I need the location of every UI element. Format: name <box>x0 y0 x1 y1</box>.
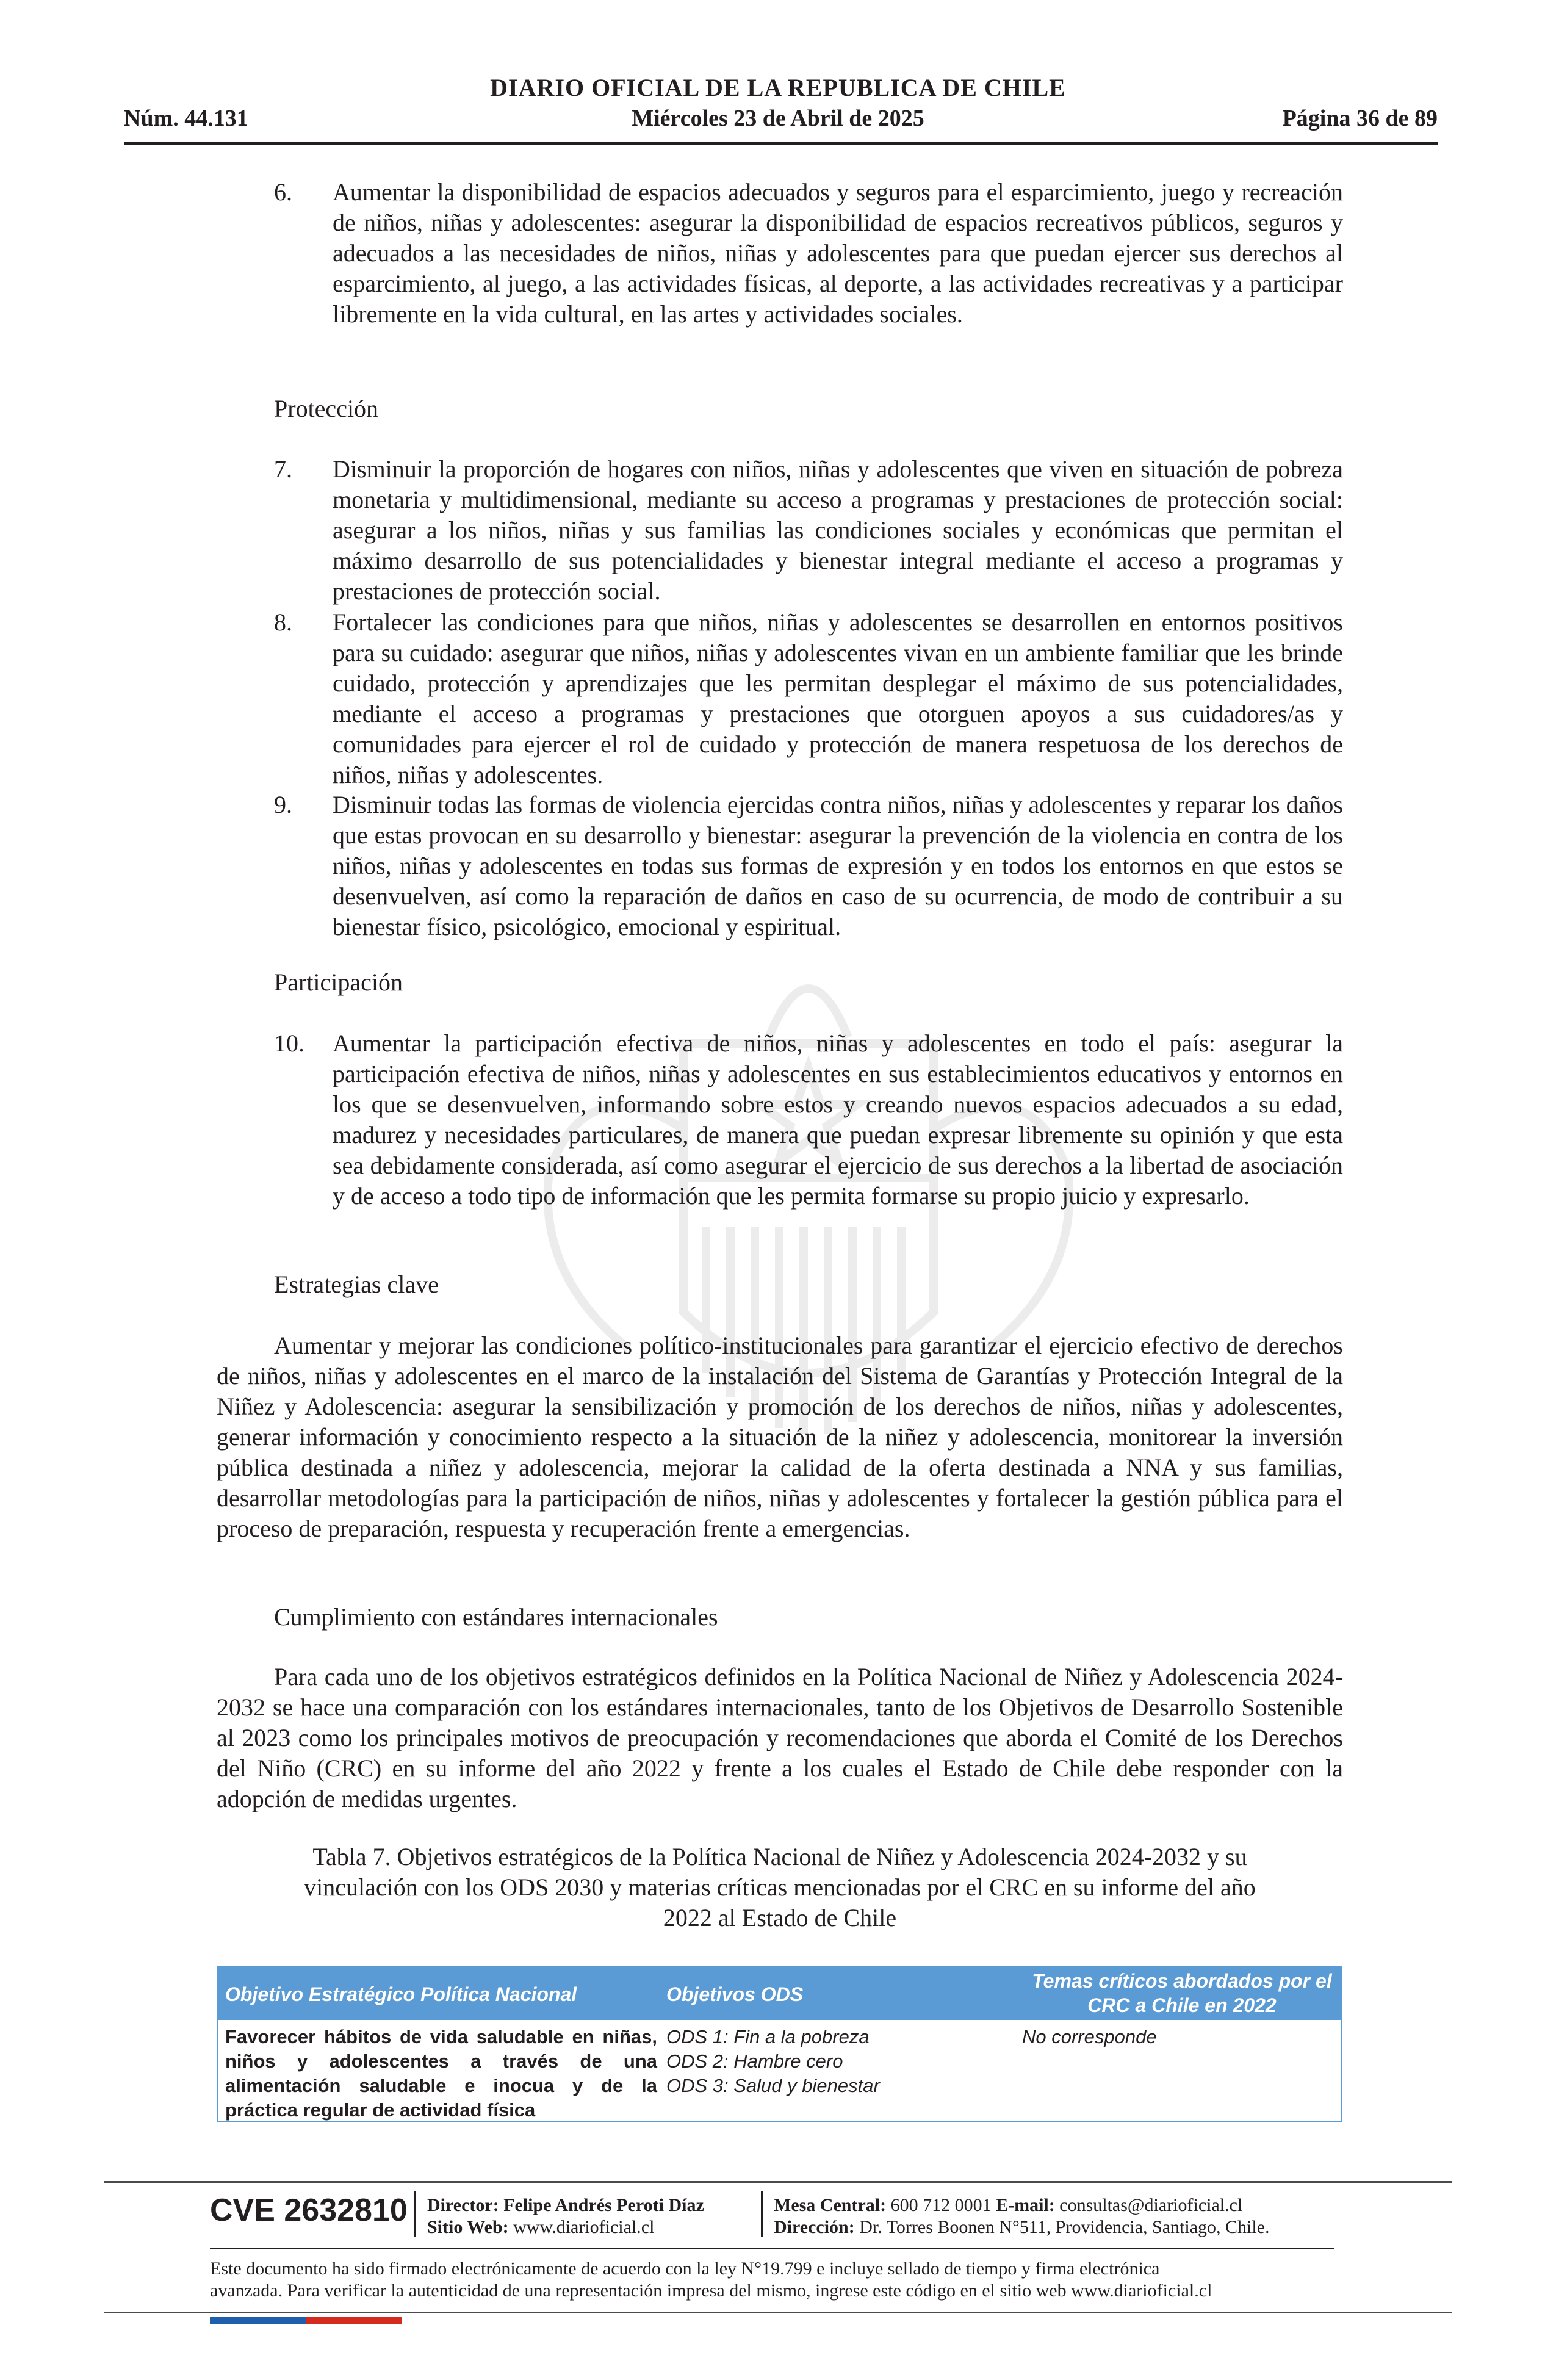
table-cell-temas: No corresponde <box>1022 2026 1157 2047</box>
issue-number: Núm. 44.131 <box>124 106 248 131</box>
footer-separator <box>414 2191 416 2237</box>
caption-line: 2022 al Estado de Chile <box>663 1904 897 1931</box>
flag-stripe-blue <box>210 2317 306 2324</box>
header-line: CRC a Chile en 2022 <box>1087 1994 1277 2016</box>
table-header-objetivo: Objetivo Estratégico Política Nacional <box>225 1983 577 2005</box>
email-label: E-mail: <box>996 2195 1055 2215</box>
section-heading-cumplimiento: Cumplimiento con estándares internacionales <box>274 1603 718 1631</box>
section-heading-proteccion: Protección <box>274 395 379 422</box>
table-caption <box>217 1842 1343 1933</box>
ods-item: ODS 2: Hambre cero <box>666 2050 843 2072</box>
item-number: 10. <box>274 1030 304 1057</box>
objective-item-9: Disminuir todas las formas de violencia ejercidas contra niños, niñas y adolescentes y reparar los daños que estas provocan en su desarrollo y bienestar: asegurar la prevención de la violencia en contra de los niños, niñas y adolescentes en todas sus formas de expresión y en todos los entornos en que estos se desenvuelven, así como la reparación de daños en caso de su ocurrencia, de modo de contribuir a su bienestar físico, psicológico, emocional y espiritual. <box>333 791 1343 940</box>
footer-contact-block <box>774 2194 1270 2238</box>
objective-item-7: Disminuir la proporción de hogares con niños, niñas y adolescentes que viven en situación de pobreza monetaria y multidimensional, mediante su acceso a programas y prestaciones de protección social: asegurar a los niños, niñas y sus familias las condiciones sociales y económicas que permitan el máximo desarrollo de sus potencialidades y bienestar integral mediante el acceso a programas y prestaciones de protección social. <box>333 455 1343 605</box>
director-name: Felipe Andrés Peroti Díaz <box>503 2195 704 2215</box>
cve-code: CVE 2632810 <box>210 2193 408 2228</box>
legal-line: Este documento ha sido firmado electrónicamente de acuerdo con la ley N°19.799 e incluye sellado de tiempo y firma electrónica <box>210 2259 1160 2279</box>
caption-line: vinculación con los ODS 2030 y materias críticas mencionadas por el CRC en su informe del año <box>304 1873 1256 1901</box>
header-line: Temas críticos abordados por el <box>1032 1970 1332 1992</box>
caption-line: Tabla 7. Objetivos estratégicos de la Política Nacional de Niñez y Adolescencia 2024-2032 y su <box>312 1843 1247 1870</box>
estrategias-paragraph: Aumentar y mejorar las condiciones político-institucionales para garantizar el ejercicio efectivo de derechos de niños, niñas y adolescentes en el marco de la instalación del Sistema de Garantías y Protección Integral de la Niñez y Adolescencia: asegurar la sensibilización y promoción de los derechos de niños, niñas y adolescentes, generar información y conocimiento respecto a la situación de la niñez y adolescencia, monitorear la inversión pública destinada a niñez y adolescencia, mejorar la calidad de la oferta destinada a NNA y sus familias, desarrollar metodologías para la participación de niños, niñas y adolescentes y fortalecer la gestión pública para el proceso de preparación, respuesta y recuperación frente a emergencias. <box>217 1332 1343 1542</box>
flag-stripe-red <box>306 2317 402 2324</box>
website-label: Sitio Web: <box>427 2217 509 2237</box>
objective-item-10: Aumentar la participación efectiva de niños, niñas y adolescentes en todo el país: asegurar la participación efectiva de niños, niñas y adolescentes en sus establecimientos educativos y entornos en los que se desenvuelven, informando sobre estos y creando nuevos espacios adecuados a su edad, madurez y necesidades particulares, de manera que puedan expresar libremente su opinión y que esta sea debidamente considerada, así como asegurar el ejercicio de sus derechos a la libertad de asociación y de acceso a todo tipo de información que les permita formarse su propio juicio y expresarlo. <box>333 1030 1343 1210</box>
website-link[interactable]: www.diarioficial.cl <box>513 2217 655 2237</box>
director-label: Director: <box>427 2195 499 2215</box>
ods-item: ODS 3: Salud y bienestar <box>666 2075 880 2096</box>
footer-rule-top <box>104 2181 1452 2183</box>
page-number: Página 36 de 89 <box>1282 106 1438 131</box>
section-heading-estrategias: Estrategias clave <box>274 1271 439 1298</box>
footer-separator <box>761 2191 763 2237</box>
mesa-phone: 600 712 0001 <box>890 2195 992 2215</box>
item-number: 6. <box>274 178 292 206</box>
ods-item: ODS 1: Fin a la pobreza <box>666 2026 870 2047</box>
item-number: 7. <box>274 455 292 483</box>
email-link[interactable]: consultas@diarioficial.cl <box>1059 2195 1243 2215</box>
table-header-temas <box>1020 1969 1344 2018</box>
issue-date: Miércoles 23 de Abril de 2025 <box>632 106 924 131</box>
item-number: 9. <box>274 791 292 818</box>
section-heading-participacion: Participación <box>274 968 403 996</box>
table-cell-ods <box>666 2025 880 2098</box>
table-header-ods: Objetivos ODS <box>666 1983 804 2005</box>
address-label: Dirección: <box>774 2217 855 2237</box>
objective-item-8: Fortalecer las condiciones para que niños, niñas y adolescentes se desarrollen en entornos positivos para su cuidado: asegurar que niños, niñas y adolescentes vivan en un ambiente familiar que les brinde cuidado, protección y aprendizajes que les permitan desplegar el máximo de sus potencialidades, mediante el acceso a programas y prestaciones que otorguen apoyos a sus cuidadores/as y comunidades para ejercer el rol de cuidado y protección de manera respetuosa de los derechos de niños, niñas y adolescentes. <box>333 608 1343 788</box>
objectives-table <box>217 1966 1342 2122</box>
header-rule <box>124 142 1438 145</box>
objective-item-6: Aumentar la disponibilidad de espacios adecuados y seguros para el esparcimiento, juego y recreación de niños, niñas y adolescentes: asegurar la disponibilidad de espacios recreativos públicos, seguros y adecuados a las necesidades de niños, niñas y adolescentes para que puedan ejercer sus derechos al esparcimiento, al juego, a las actividades físicas, al deporte, a las actividades recreativas y a participar libremente en la vida cultural, en las artes y actividades sociales. <box>333 178 1343 328</box>
mesa-label: Mesa Central: <box>774 2195 887 2215</box>
table-header-row <box>218 1967 1341 2020</box>
newspaper-title: DIARIO OFICIAL DE LA REPUBLICA DE CHILE <box>490 74 1066 101</box>
footer-rule-middle <box>210 2248 1334 2249</box>
footer-director-block <box>427 2194 704 2238</box>
legal-notice <box>210 2258 1334 2302</box>
cumplimiento-paragraph: Para cada uno de los objetivos estratégicos definidos en la Política Nacional de Niñez y Adolescencia 2024-2032 se hace una comparación con los estándares internacionales, tanto de los Objetivos de Desarrollo Sostenible al 2023 como los principales motivos de preocupación y recomendaciones que aborda el Comité de los Derechos del Niño (CRC) en su informe del año 2022 y frente a los cuales el Estado de Chile debe responder con la adopción de medidas urgentes. <box>217 1663 1343 1812</box>
legal-line: avanzada. Para verificar la autenticidad de una representación impresa del mismo, ingrese este código en el sitio web www.diarioficial.cl <box>210 2281 1212 2301</box>
footer-rule-bottom <box>104 2312 1452 2313</box>
item-number: 8. <box>274 608 292 636</box>
address-value: Dr. Torres Boonen N°511, Providencia, Santiago, Chile. <box>859 2217 1270 2237</box>
table-cell-objetivo: Favorecer hábitos de vida saludable en niñas, niños y adolescentes a través de una alimentación saludable e inocua y de la práctica regular de actividad física <box>225 2026 657 2121</box>
